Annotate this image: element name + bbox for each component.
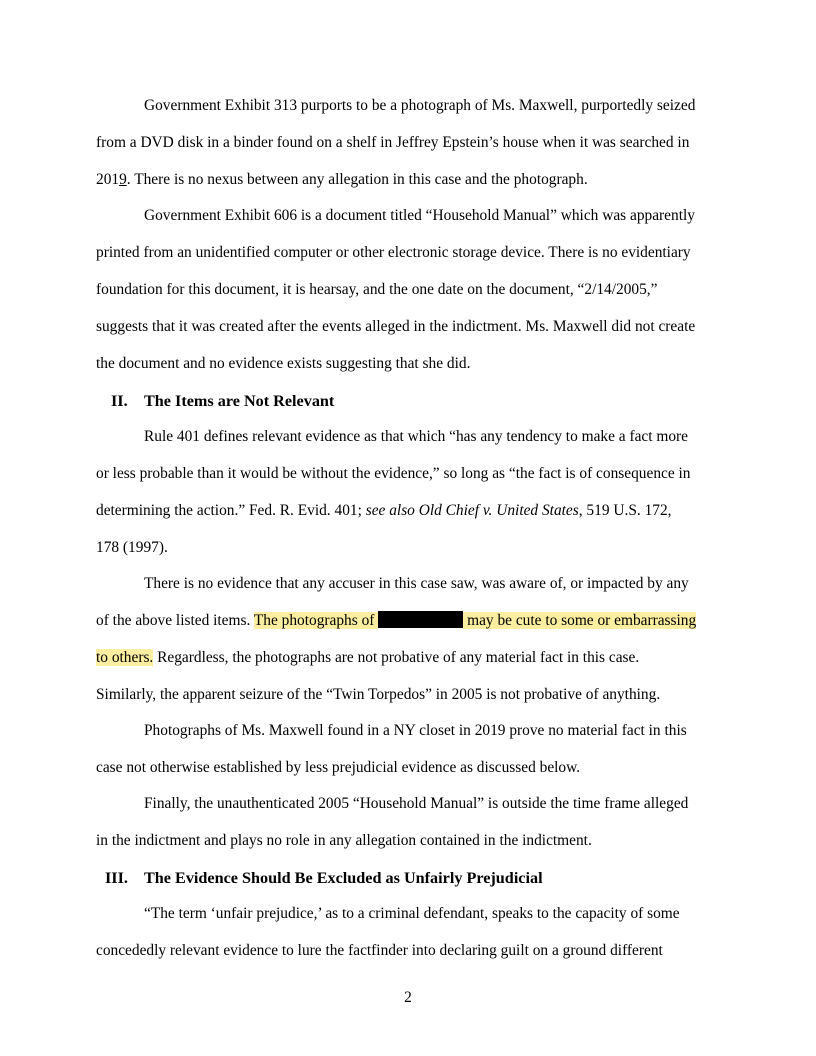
paragraph-line: printed from an unidentified computer or other electronic storage device. There is no evidentiary [96,244,691,261]
paragraph-line: in the indictment and plays no role in any allegation contained in the indictment. [96,832,592,849]
text-segment: , 519 U.S. 172, [578,502,672,519]
paragraph-line: foundation for this document, it is hearsay, and the one date on the document, “2/14/2005,” [96,281,658,298]
text-segment: . There is no nexus between any allegation in this case and the photograph. [126,171,588,188]
paragraph-line: 178 (1997). [96,539,168,556]
highlighted-text: may be cute to some or embarrassing [463,612,697,629]
paragraph-line: Government Exhibit 313 purports to be a photograph of Ms. Maxwell, purportedly seized [144,97,696,114]
section-number: II. [111,392,128,410]
paragraph-line: Similarly, the apparent seizure of the “Twin Torpedos” in 2005 is not probative of anything. [96,686,661,703]
paragraph-line: suggests that it was created after the events alleged in the indictment. Ms. Maxwell did not create [96,318,696,335]
paragraph-line: or less probable than it would be without the evidence,” so long as “the fact is of consequence in [96,465,691,482]
paragraph-line: Photographs of Ms. Maxwell found in a NY closet in 2019 prove no material fact in this [144,722,687,739]
section-heading: The Evidence Should Be Excluded as Unfairly Prejudicial [144,869,543,887]
text-segment: Regardless, the photographs are not probative of any material fact in this case. [153,649,640,666]
paragraph-line: Rule 401 defines relevant evidence as that which “has any tendency to make a fact more [144,428,689,445]
paragraph-line: Government Exhibit 606 is a document titled “Household Manual” which was apparently [144,207,695,224]
text-segment: determining the action.” Fed. R. Evid. 401; [96,502,366,519]
paragraph-line: from a DVD disk in a binder found on a shelf in Jeffrey Epstein’s house when it was searched in [96,134,690,151]
section-heading: The Items are Not Relevant [144,392,335,410]
paragraph-line [96,170,588,190]
page-number: 2 [404,989,412,1006]
section-number: III. [105,869,128,887]
text-segment: 201 [96,171,120,188]
underlined-digit: 9 [119,171,127,188]
paragraph-line [96,501,672,521]
paragraph-line: “The term ‘unfair prejudice,’ as to a criminal defendant, speaks to the capacity of some [144,905,680,922]
redaction-box [378,611,463,628]
paragraph-line: Finally, the unauthenticated 2005 “Household Manual” is outside the time frame alleged [144,795,689,812]
highlighted-text: The photographs of [253,612,379,629]
paragraph-line [96,648,639,668]
paragraph-line: the document and no evidence exists suggesting that she did. [96,355,471,372]
case-citation: see also Old Chief v. United States [365,502,579,519]
highlighted-text: to others. [96,649,154,666]
text-segment: of the above listed items. [96,612,254,629]
paragraph-line: case not otherwise established by less prejudicial evidence as discussed below. [96,759,581,776]
paragraph-line: There is no evidence that any accuser in this case saw, was aware of, or impacted by any [144,575,689,592]
paragraph-line [96,611,696,631]
paragraph-line: concededly relevant evidence to lure the factfinder into declaring guilt on a ground different [96,942,663,959]
